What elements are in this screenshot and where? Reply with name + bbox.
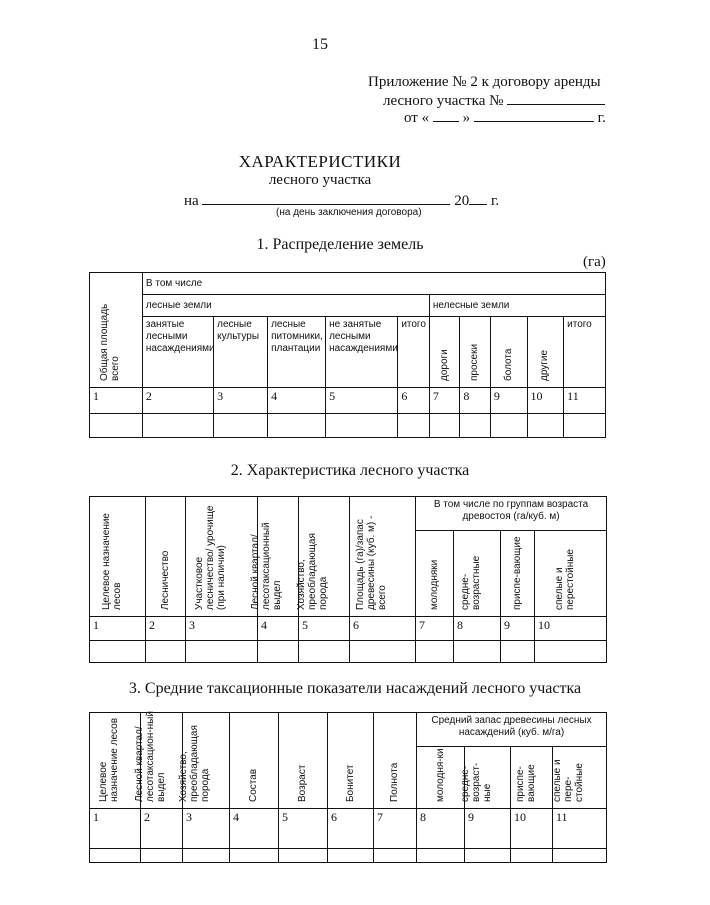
col-forestry [146,497,186,617]
district-forestry-label: Участковое лесничество/ урочище (при наличии) [193,505,227,610]
col-maturing [511,747,553,809]
appendix-line-1: Приложение № 2 к договору аренды [368,74,601,90]
empty-cell [90,414,143,438]
col-forest-crops: лесные культуры [214,317,268,388]
section2-heading: 2. Характеристика лесного участка [230,462,470,479]
section1-heading: 1. Распределение земель [256,236,424,253]
empty-cell [186,641,258,663]
empty-cell [454,641,501,663]
col-young [417,747,465,809]
col-dominant-species [178,713,230,809]
empty-cell [416,641,454,663]
num-cell: 6 [328,809,374,849]
num-cell: 4 [268,388,326,414]
date-year: 20 [454,193,470,209]
num-cell: 5 [279,809,328,849]
empty-cell [142,414,213,438]
col-dominant-species [296,497,350,617]
other-label: другие [539,349,551,381]
empty-cell [553,849,607,863]
density-label: Полнота [389,762,400,802]
forest-lands-header: лесные земли [142,295,429,317]
appendix-line-2-text: лесного участка № [383,93,504,109]
col-middle-aged [459,747,511,809]
empty-cell [328,849,374,863]
col-purpose [90,713,141,809]
empty-cell [501,641,535,663]
empty-cell [511,849,553,863]
year-suffix: г. [597,110,606,126]
num-cell: 5 [299,617,350,641]
num-cell: 10 [535,617,607,641]
col-mature [535,531,607,617]
quarter-label: Лесной квартал/ лесотаксацион-ный выдел [133,711,167,802]
num-cell: 1 [90,388,143,414]
age-groups-header: В том числе по группам возраста древостоя (га/куб. м) [416,497,607,531]
empty-cell [90,849,141,863]
date-quote-open: от « [404,110,430,126]
num-cell: 1 [90,617,146,641]
date-quote-close: » [462,110,471,126]
num-cell: 11 [564,388,606,414]
num-cell: 2 [141,809,183,849]
num-cell: 3 [214,388,268,414]
date-blank [202,190,450,205]
area-total-label: Площадь (га)/запас древесины (куб. м) - всего [354,515,388,610]
empty-cell [535,641,607,663]
composition-label: Состав [248,768,259,802]
maturing-label: приспе-вающие [511,536,523,610]
empty-cell [465,849,511,863]
dominant-species-label: Хозяйство, преобладающая порода [296,533,329,610]
swamps-label: болота [502,348,514,381]
empty-cell [279,849,328,863]
dominant-species-label: Хозяйство, преобладающая порода [178,725,211,802]
col-unoccupied: не занятые лесными насаждениями [326,317,398,388]
empty-cell [429,414,460,438]
col-density [374,713,417,809]
document-title: ХАРАКТЕРИСТИКИ [238,152,402,171]
col-maturing [501,531,535,617]
num-cell: 9 [501,617,535,641]
col-other [527,317,564,388]
document-subtitle: лесного участка [268,172,372,188]
num-cell: 6 [350,617,416,641]
day-blank [433,107,459,122]
appendix-line-3 [404,107,606,128]
empty-cell [326,414,398,438]
total-area-header [90,273,143,388]
forestry-label: Лесничество [159,550,171,610]
empty-cell [90,641,146,663]
num-cell: 4 [258,617,299,641]
plot-characteristics-table [89,496,607,663]
clearings-label: просеки [469,343,481,381]
empty-cell [374,849,417,863]
col-swamps [490,317,527,388]
purpose-label: Целевое назначение лесов [100,513,123,610]
empty-cell [230,849,279,863]
purpose-label: Целевое назначение лесов [98,717,120,802]
empty-cell [398,414,430,438]
nonforest-lands-header: нелесные земли [429,295,605,317]
middle-aged-label: средне-возрастные [460,555,482,610]
col-middle-aged [454,531,501,617]
empty-cell [490,414,527,438]
empty-cell [564,414,606,438]
num-cell: 8 [417,809,465,849]
col-purpose [90,497,146,617]
empty-cell [146,641,186,663]
empty-cell [141,849,183,863]
num-cell: 10 [527,388,564,414]
empty-cell [417,849,465,863]
empty-cell [350,641,416,663]
middle-aged-label: средне-возраст-ные [459,762,493,802]
taxation-indicators-table [89,712,607,863]
section1-unit: (га) [583,254,606,270]
quarter-label: Лесной квартал/ лесотаксационный выдел [250,522,283,610]
num-cell: 9 [490,388,527,414]
roads-label: дороги [438,349,450,381]
empty-cell [460,414,491,438]
num-cell: 11 [553,809,607,849]
year-blank [469,190,487,205]
col-quarter [133,711,183,809]
num-cell: 3 [186,617,258,641]
empty-cell [299,641,350,663]
section3-heading: 3. Средние таксационные показатели насаждений лесного участка [128,680,582,697]
mature-label: спелые и пере-стойные [551,759,585,802]
empty-cell [183,849,230,863]
mature-label: спелые и перестойные [553,549,576,610]
col-bonitet [328,713,374,809]
col-young [416,531,454,617]
num-cell: 7 [416,617,454,641]
num-cell: 5 [326,388,398,414]
col-forest-total: итого [398,317,430,388]
avg-stock-header: Средний запас древесины лесных насаждений (куб. м/га) [417,713,607,747]
num-cell: 3 [183,809,230,849]
month-year-blank [474,107,594,122]
col-age [279,713,328,809]
empty-cell [527,414,564,438]
num-cell: 7 [429,388,460,414]
num-cell: 2 [146,617,186,641]
contract-number-blank [507,90,605,105]
maturing-label: приспе-вающие [514,764,537,802]
date-prefix: на [184,193,199,209]
young-label: молодняки [428,559,440,610]
col-area-total [350,497,416,617]
age-label: Возраст [297,764,308,802]
empty-cell [268,414,326,438]
num-cell: 2 [142,388,213,414]
num-cell: 6 [398,388,430,414]
col-clearings [460,317,491,388]
date-suffix: г. [490,193,500,209]
col-occupied-forest: занятые лесными насаждениями [142,317,213,388]
total-area-label: Общая площадь всего [98,303,121,381]
num-cell: 8 [460,388,491,414]
land-distribution-table [89,272,606,438]
empty-cell [258,641,299,663]
num-cell: 8 [454,617,501,641]
col-quarter [250,497,299,617]
col-roads [429,317,460,388]
bonitet-label: Бонитет [344,764,356,802]
col-composition [230,713,279,809]
num-cell: 4 [230,809,279,849]
num-cell: 7 [374,809,417,849]
page-number: 15 [312,36,328,53]
num-cell: 1 [90,809,141,849]
col-nurseries: лесные питомники, плантации [268,317,326,388]
young-label: молодня-ки [434,748,446,802]
date-note: (на день заключения договора) [276,207,422,218]
in-total-header: В том числе [142,273,605,295]
col-mature [553,747,607,809]
empty-cell [214,414,268,438]
col-nonforest-total: итого [564,317,606,388]
num-cell: 10 [511,809,553,849]
num-cell: 9 [465,809,511,849]
col-district-forestry [186,497,258,617]
